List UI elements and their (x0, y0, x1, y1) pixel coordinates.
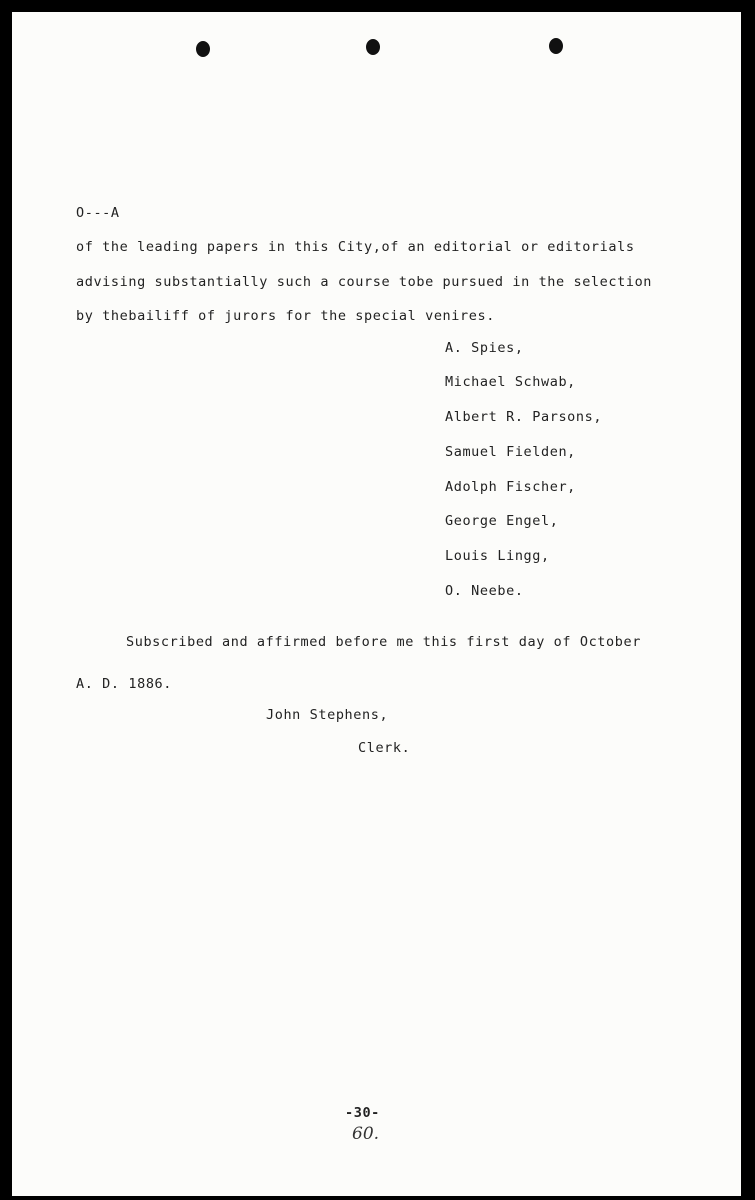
document-page (12, 12, 741, 1196)
body-line: advising substantially such a course tobe pursued in the selection (76, 274, 653, 290)
signatory: O. Neebe. (445, 583, 524, 599)
clerk-title: Clerk. (358, 740, 411, 756)
punch-hole-center (366, 39, 380, 55)
signatory: A. Spies, (445, 340, 524, 356)
affirmation-date: A. D. 1886. (76, 676, 173, 692)
page-number-handwritten: 60. (352, 1124, 380, 1144)
affirmation-text: Subscribed and affirmed before me this first day of October (126, 634, 641, 650)
clerk-name: John Stephens, (266, 707, 389, 723)
signatory: George Engel, (445, 513, 559, 529)
page-number-typed: -30- (345, 1105, 380, 1121)
punch-hole-right (549, 38, 563, 54)
signatory: Albert R. Parsons, (445, 409, 603, 425)
body-line: of the leading papers in this City,of an editorial or editorials (76, 239, 635, 255)
signatory: Michael Schwab, (445, 374, 576, 390)
punch-hole-left (196, 41, 210, 57)
signatory: Samuel Fielden, (445, 444, 576, 460)
body-line: by thebailiff of jurors for the special venires. (76, 308, 495, 324)
signatory: Adolph Fischer, (445, 479, 576, 495)
header-code: O---A (76, 205, 120, 221)
signatory: Louis Lingg, (445, 548, 550, 564)
